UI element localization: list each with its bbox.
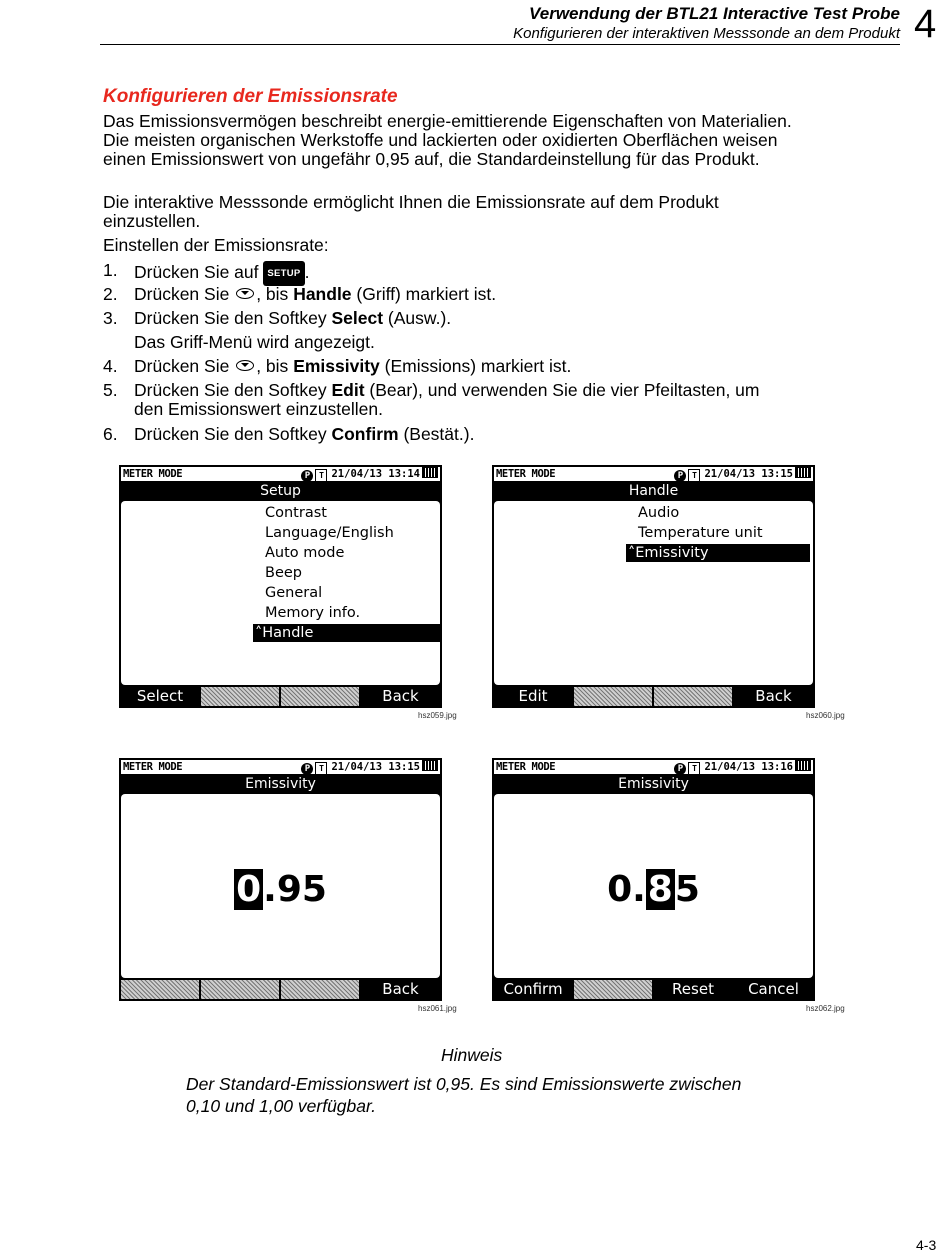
softkey-confirm[interactable]: Confirm bbox=[503, 980, 563, 998]
section-title: Konfigurieren der Emissionsrate bbox=[103, 86, 398, 107]
softkey-cancel[interactable]: Cancel bbox=[748, 980, 799, 998]
cursor-digit: 8 bbox=[647, 869, 673, 910]
device-screen-emissivity-edit bbox=[492, 758, 815, 1001]
datetime: 21/04/13 13:15 bbox=[331, 761, 420, 773]
status-bar bbox=[494, 467, 813, 481]
softkey-back[interactable]: Back bbox=[382, 980, 419, 998]
menu-item-audio[interactable]: Audio bbox=[638, 505, 680, 521]
setup-key-icon: SETUP bbox=[263, 261, 304, 286]
menu-list bbox=[494, 501, 813, 685]
screen-title: Handle bbox=[628, 483, 679, 499]
image-caption: hsz059.jpg bbox=[418, 711, 457, 720]
screen-title: Emissivity bbox=[245, 776, 316, 792]
step-text: Drücken Sie , bis Emissivity (Emissions) markiert ist. bbox=[134, 356, 572, 376]
softkey-blank[interactable] bbox=[574, 980, 652, 999]
meter-mode-label: METER MODE bbox=[496, 761, 556, 773]
menu-item-emissivity-selected[interactable]: ˄Emissivity bbox=[626, 544, 810, 562]
step-result-text: Das Griff-Menü wird angezeigt. bbox=[134, 332, 375, 352]
meter-mode-label: METER MODE bbox=[123, 761, 183, 773]
step-text: Drücken Sie den Softkey Edit (Bear), und verwenden Sie die vier Pfeiltasten, um bbox=[134, 380, 760, 400]
datetime: 21/04/13 13:15 bbox=[704, 468, 793, 480]
probe-icon: P bbox=[301, 470, 313, 482]
header-rule bbox=[100, 44, 900, 45]
softkey-select[interactable]: Select bbox=[136, 687, 184, 705]
step-text: Drücken Sie , bis Handle (Griff) markiert ist. bbox=[134, 284, 497, 304]
step-text: Drücken Sie den Softkey Confirm (Bestät.). bbox=[134, 424, 475, 444]
device-screen-handle bbox=[492, 465, 815, 708]
status-bar bbox=[494, 760, 813, 774]
menu-item-temperature-unit[interactable]: Temperature unit bbox=[638, 525, 763, 541]
battery-icon bbox=[422, 467, 438, 478]
menu-item-handle-selected[interactable]: ˄Handle bbox=[253, 624, 441, 642]
step-number: 5. bbox=[103, 380, 118, 400]
emissivity-value[interactable]: 0.95 bbox=[236, 869, 327, 910]
screen-title: Emissivity bbox=[618, 776, 689, 792]
down-arrow-key-icon bbox=[236, 360, 254, 371]
menu-item-language[interactable]: Language/English bbox=[265, 525, 394, 541]
temperature-icon: T bbox=[688, 469, 700, 482]
probe-paragraph: Die interaktive Messsonde ermöglicht Ihnen die Emissionsrate auf dem Produkt einzustellen. bbox=[103, 192, 719, 231]
image-caption: hsz061.jpg bbox=[418, 1004, 457, 1013]
step-number: 3. bbox=[103, 308, 118, 328]
softkey-edit[interactable]: Edit bbox=[518, 687, 548, 705]
battery-icon bbox=[795, 467, 811, 478]
softkey-reset[interactable]: Reset bbox=[672, 980, 714, 998]
softkey-blank[interactable] bbox=[201, 980, 279, 999]
note-text: Der Standard-Emissionswert ist 0,95. Es sind Emissionswerte zwischen 0,10 und 1,00 verfügbar. bbox=[186, 1074, 742, 1116]
battery-icon bbox=[422, 760, 438, 771]
meter-mode-label: METER MODE bbox=[123, 468, 183, 480]
status-bar bbox=[121, 760, 440, 774]
softkey-back[interactable]: Back bbox=[755, 687, 792, 705]
cursor-digit: 0 bbox=[236, 869, 262, 910]
temperature-icon: T bbox=[688, 762, 700, 775]
probe-icon: P bbox=[674, 470, 686, 482]
step-text: Drücken Sie auf SETUP . bbox=[134, 261, 309, 286]
softkey-blank[interactable] bbox=[121, 980, 199, 999]
step-text: Drücken Sie den Softkey Select (Ausw.). bbox=[134, 308, 452, 328]
running-header-title: Verwendung der BTL21 Interactive Test Probe bbox=[529, 4, 900, 23]
softkey-blank[interactable] bbox=[281, 687, 359, 706]
probe-icon: P bbox=[674, 763, 686, 775]
battery-icon bbox=[795, 760, 811, 771]
probe-icon: P bbox=[301, 763, 313, 775]
intro-paragraph: Das Emissionsvermögen beschreibt energie-emittierende Eigenschaften von Materialien. Die meisten organischen Werkstoffe und lackierten oder oxidierten Oberflächen weisen einen Emissionswert von ungefähr 0,95 auf, die Standardeinstellung für das Produkt. bbox=[103, 111, 792, 169]
menu-item-beep[interactable]: Beep bbox=[265, 565, 302, 581]
status-bar bbox=[121, 467, 440, 481]
temperature-icon: T bbox=[315, 469, 327, 482]
softkey-blank[interactable] bbox=[654, 687, 732, 706]
step-text: den Emissionswert einzustellen. bbox=[134, 399, 384, 419]
meter-mode-label: METER MODE bbox=[496, 468, 556, 480]
temperature-icon: T bbox=[315, 762, 327, 775]
image-caption: hsz060.jpg bbox=[806, 711, 845, 720]
softkey-blank[interactable] bbox=[281, 980, 359, 999]
running-header-subtitle: Konfigurieren der interaktiven Messsonde an dem Produkt bbox=[513, 25, 900, 42]
steps-intro: Einstellen der Emissionsrate: bbox=[103, 235, 329, 255]
emissivity-value[interactable]: 0.85 bbox=[607, 869, 700, 910]
step-number: 1. bbox=[103, 260, 118, 280]
device-screen-emissivity-default bbox=[119, 758, 442, 1001]
value-area bbox=[494, 794, 813, 978]
step-number: 6. bbox=[103, 424, 118, 444]
step-number: 4. bbox=[103, 356, 118, 376]
screen-title: Setup bbox=[260, 483, 301, 499]
datetime: 21/04/13 13:16 bbox=[704, 761, 793, 773]
chapter-number: 4 bbox=[914, 2, 937, 46]
step-number: 2. bbox=[103, 284, 118, 304]
down-arrow-key-icon bbox=[236, 288, 254, 299]
menu-item-memory-info[interactable]: Memory info. bbox=[265, 605, 361, 621]
menu-item-general[interactable]: General bbox=[265, 585, 323, 601]
menu-item-auto-mode[interactable]: Auto mode bbox=[265, 545, 345, 561]
softkey-back[interactable]: Back bbox=[382, 687, 419, 705]
note-heading: Hinweis bbox=[441, 1045, 503, 1065]
page-number: 4-3 bbox=[916, 1237, 937, 1253]
softkey-blank[interactable] bbox=[574, 687, 652, 706]
menu-list bbox=[121, 501, 440, 685]
value-area bbox=[121, 794, 440, 978]
softkey-blank[interactable] bbox=[201, 687, 279, 706]
datetime: 21/04/13 13:14 bbox=[331, 468, 420, 480]
menu-item-contrast[interactable]: Contrast bbox=[265, 505, 327, 521]
image-caption: hsz062.jpg bbox=[806, 1004, 845, 1013]
device-screen-setup bbox=[119, 465, 442, 708]
